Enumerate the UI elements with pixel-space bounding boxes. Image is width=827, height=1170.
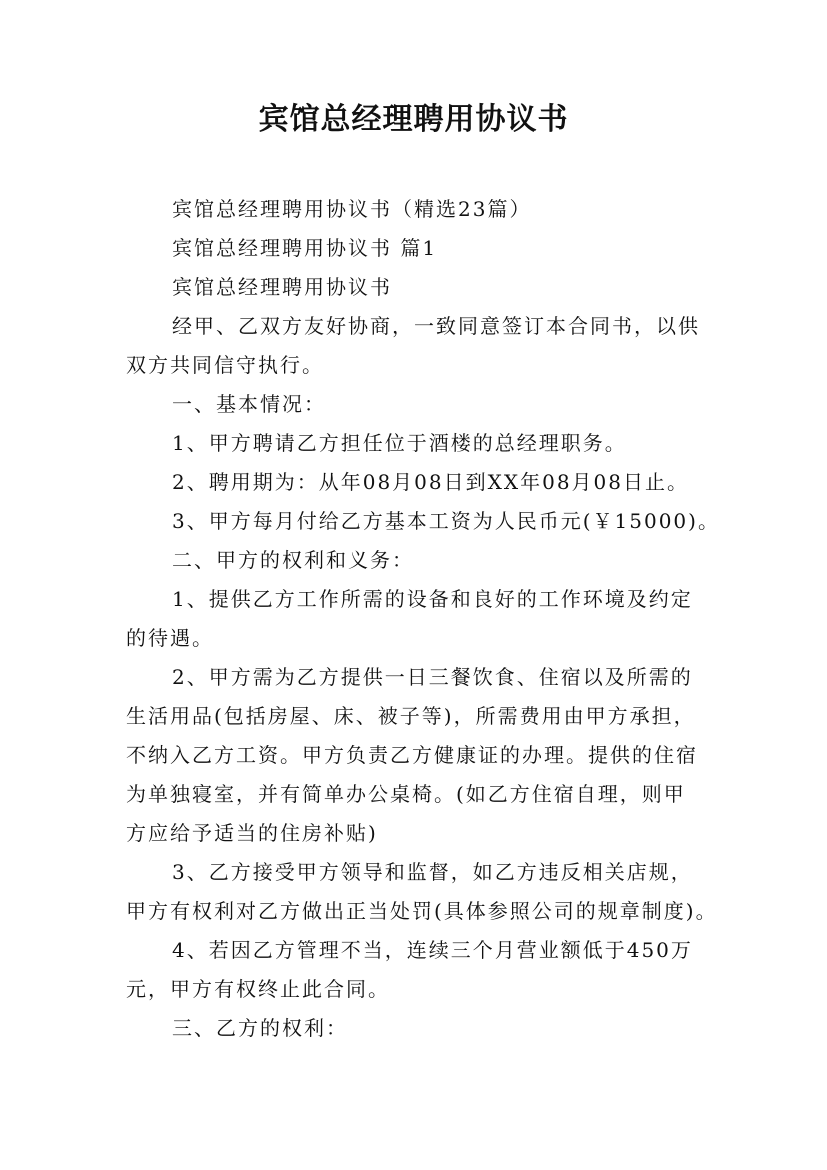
- paragraph-line: 宾馆总经理聘用协议书: [172, 275, 392, 299]
- paragraph-line: 甲方有权利对乙方做出正当处罚(具体参照公司的规章制度)。: [126, 899, 718, 923]
- paragraph-line: 宾馆总经理聘用协议书（精选23篇）: [172, 197, 532, 221]
- paragraph-line: 3、乙方接受甲方领导和监督，如乙方违反相关店规，: [172, 860, 693, 884]
- paragraph-line: 为单独寝室，并有简单办公桌椅。(如乙方住宿自理，则甲: [126, 782, 686, 806]
- document-body: [126, 190, 726, 1048]
- paragraph-line: 二、甲方的权利和义务：: [172, 548, 414, 572]
- paragraph-line: 的待遇。: [126, 626, 214, 650]
- paragraph-line: 元，甲方有权终止此合同。: [126, 977, 390, 1001]
- paragraph-line: 宾馆总经理聘用协议书 篇1: [172, 236, 438, 260]
- paragraph-line: 三、乙方的权利：: [172, 1016, 348, 1040]
- paragraph-line: 4、若因乙方管理不当，连续三个月营业额低于450万: [172, 938, 693, 962]
- paragraph-line: 方应给予适当的住房补贴): [126, 821, 378, 845]
- paragraph-line: 2、聘用期为：从年08月08日到XX年08月08日止。: [172, 470, 689, 494]
- paragraph-line: 经甲、乙双方友好协商，一致同意签订本合同书，以供: [172, 314, 700, 338]
- paragraph-line: 双方共同信守执行。: [126, 353, 324, 377]
- paragraph-line: 2、甲方需为乙方提供一日三餐饮食、住宿以及所需的: [172, 665, 693, 689]
- paragraph-line: 3、甲方每月付给乙方基本工资为人民币元(￥15000)。: [172, 509, 720, 533]
- paragraph-line: 一、基本情况：: [172, 392, 326, 416]
- paragraph-line: 不纳入乙方工资。甲方负责乙方健康证的办理。提供的住宿: [126, 743, 698, 767]
- paragraph-line: 1、甲方聘请乙方担任位于酒楼的总经理职务。: [172, 431, 627, 455]
- document-title: 宾馆总经理聘用协议书: [258, 102, 569, 137]
- paragraph-line: 生活用品(包括房屋、床、被子等)，所需费用由甲方承担，: [126, 704, 696, 728]
- paragraph-line: 1、提供乙方工作所需的设备和良好的工作环境及约定: [172, 587, 693, 611]
